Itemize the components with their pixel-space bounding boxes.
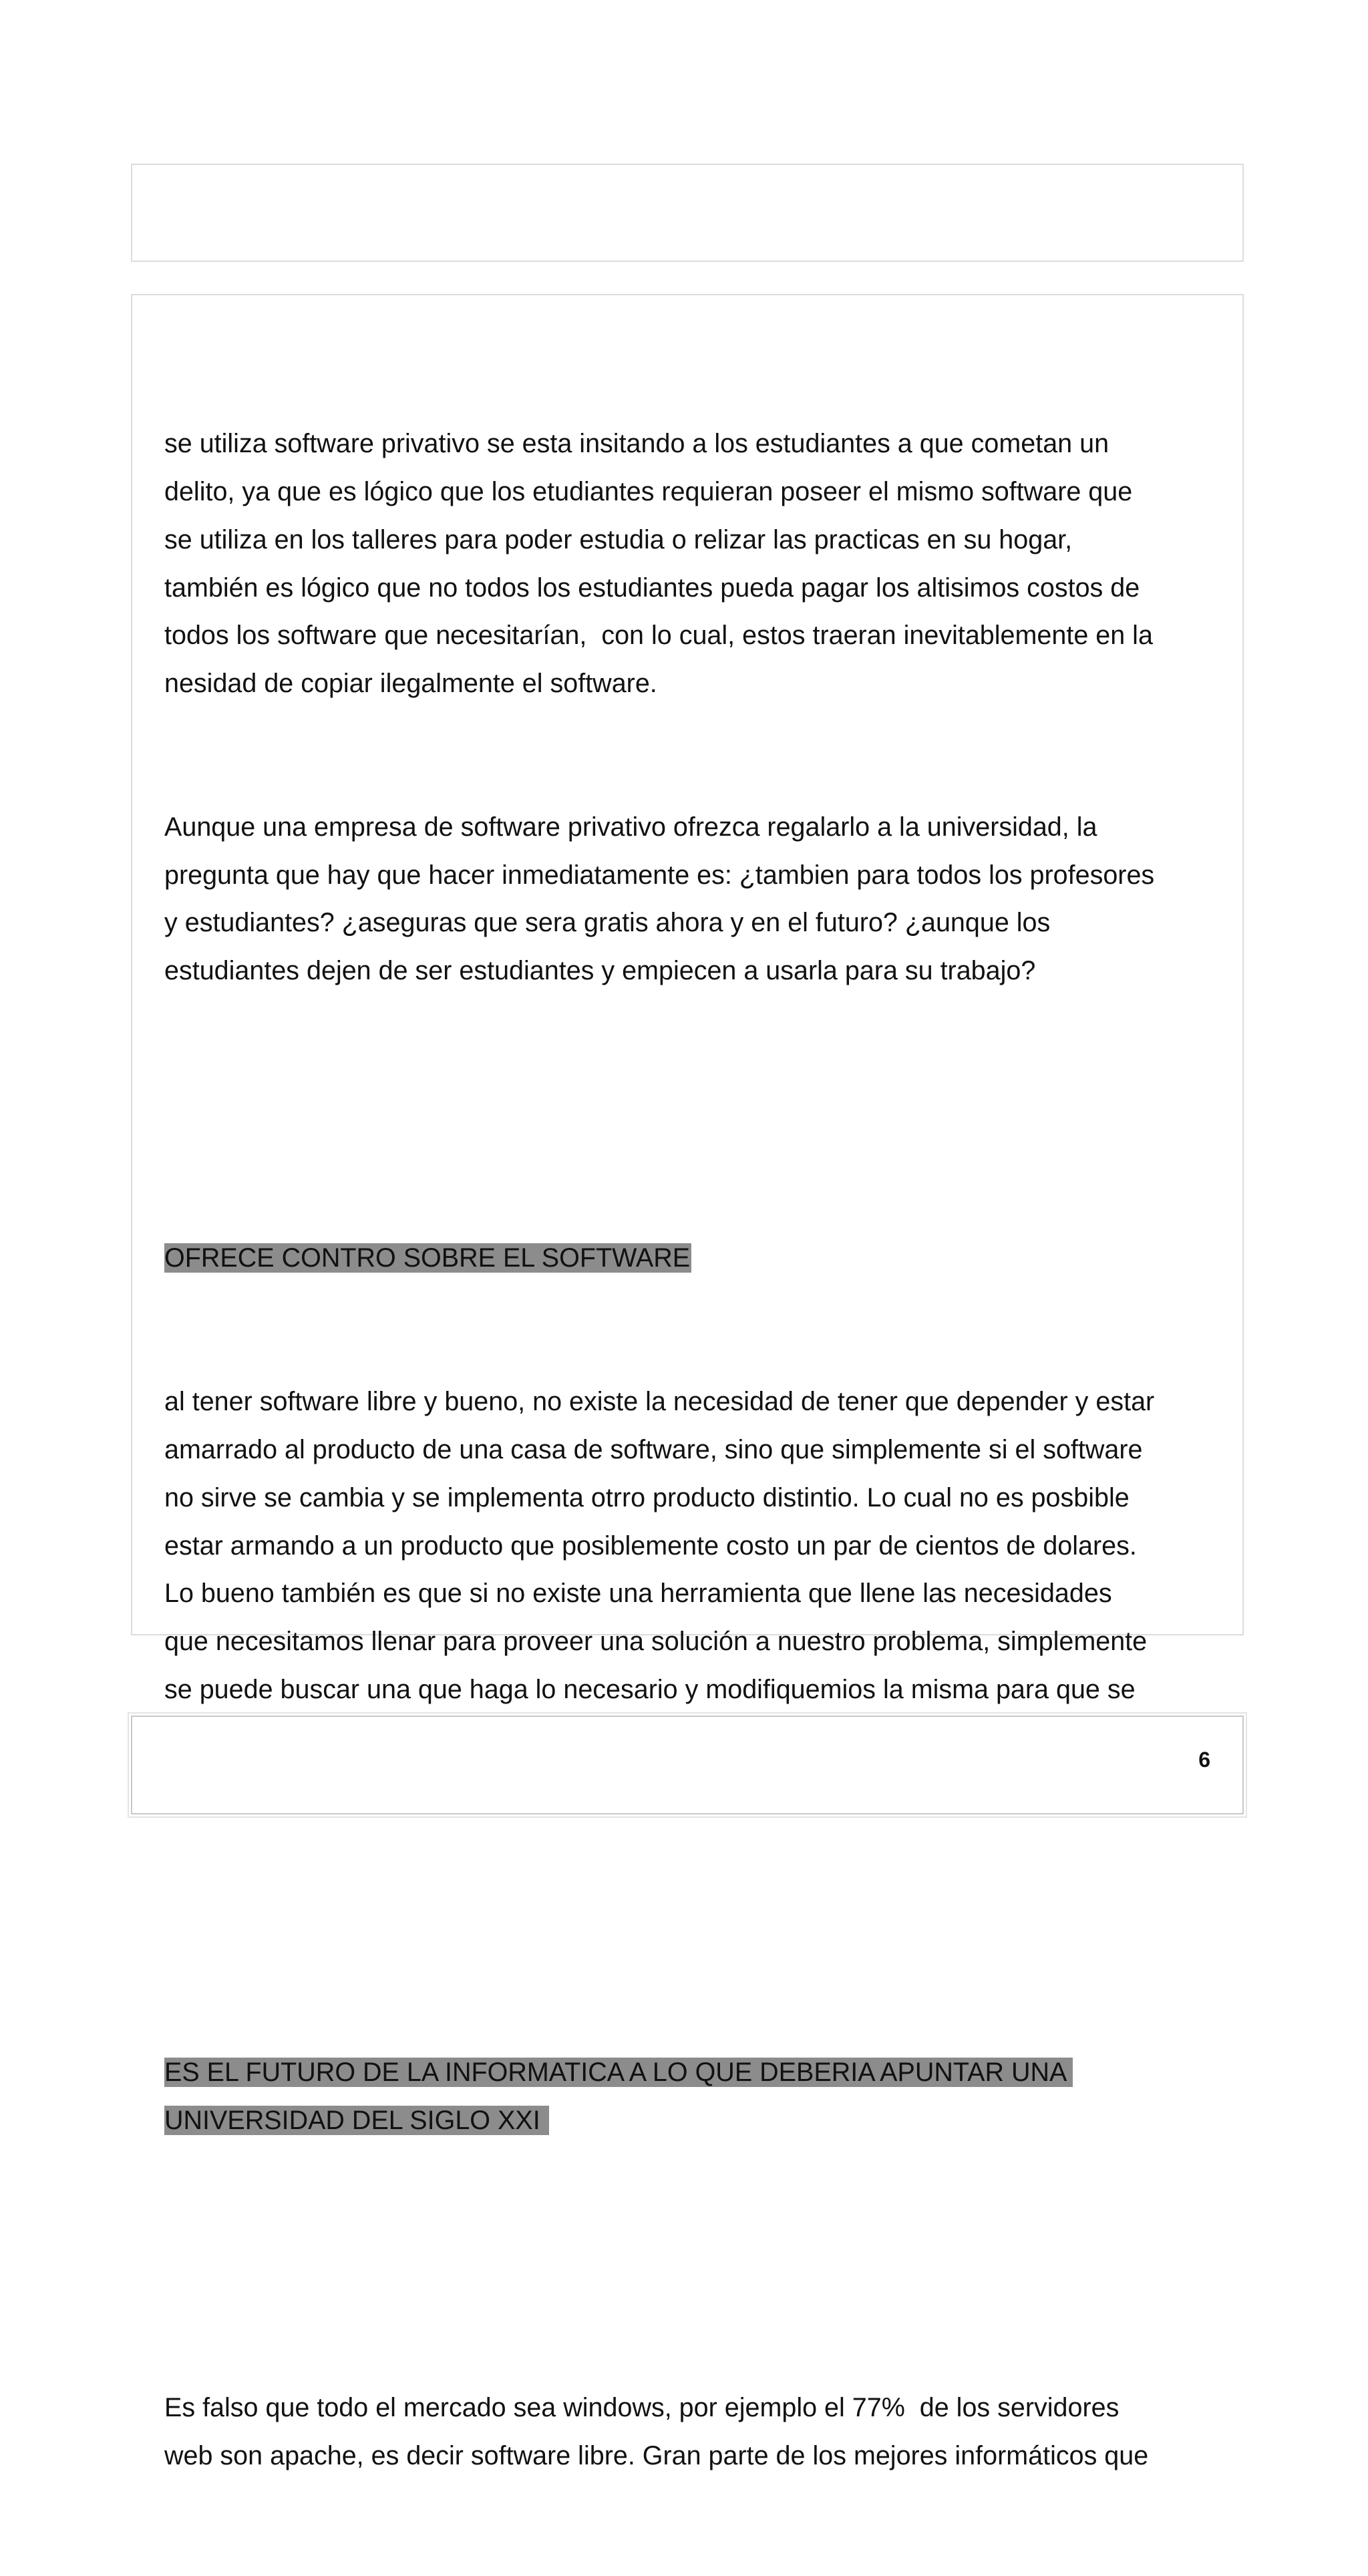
highlighted-heading-text: ES EL FUTURO DE LA INFORMATICA A LO QUE DEBERIA APUNTAR UNA UNIVERSIDAD DEL SIGLO XXI [164, 2058, 1073, 2135]
paragraph-spacer [164, 1091, 1220, 1139]
section-heading-control [164, 1235, 1220, 1283]
paragraph-spacer [164, 2241, 1220, 2289]
highlighted-heading-text: OFRECE CONTRO SOBRE EL SOFTWARE [164, 1243, 691, 1273]
page-header-frame [131, 164, 1244, 262]
paragraph-control-software: al tener software libre y bueno, no existe la necesidad de tener que depender y estar amarrado al producto de una casa de software, sino que simplemente si el software no sirve se cambia y se implementa otrro producto distintio. Lo cual no es posbible estar armando a un producto que posiblemente costo un par de cientos de dolares. Lo bueno también es que si no existe una herramienta que llene las necesidades que necesitamos llenar para proveer una solución a nuestro problema, simplemente se puede buscar una que haga lo necesario y modifiquemios la misma para que se [164, 1387, 1155, 1704]
page-number: 6 [1198, 1748, 1210, 1772]
document-text [164, 325, 1220, 2576]
paragraph-spacer [164, 1905, 1220, 1953]
paragraph-empresa-regalo: Aunque una empresa de software privativo ofrezca regalarlo a la universidad, la pregunta que hay que hacer inmediatamente es: ¿tambien para todos los profesores y estudiantes? ¿aseguras que sera gratis ahora y en el futuro? ¿aunque los estudiantes dejen de ser estudiantes y empiecen a usarla para su trabajo? [164, 812, 1155, 986]
paragraph-mercado-windows: Es falso que todo el mercado sea windows, por ejemplo el 77% de los servidores web son apache, es decir software libre. Gran parte de los mejores informáticos que [164, 2393, 1149, 2470]
page-footer-frame [131, 1716, 1244, 1814]
section-heading-futuro [164, 2049, 1220, 2144]
paragraph-software-privativo: se utiliza software privativo se esta insitando a los estudiantes a que cometan un delito, ya que es lógico que los etudiantes requieran poseer el mismo software que se utiliza en los talleres para poder estudia o relizar las practicas en su hogar, también es lógico que no todos los estudiantes pueda pagar los altisimos costos de todos los software que necesitarían, con lo cual, estos traeran inevitablemente en la nesidad de copiar ilegalmente el software. [164, 429, 1153, 698]
page-body-frame [131, 294, 1244, 2470]
